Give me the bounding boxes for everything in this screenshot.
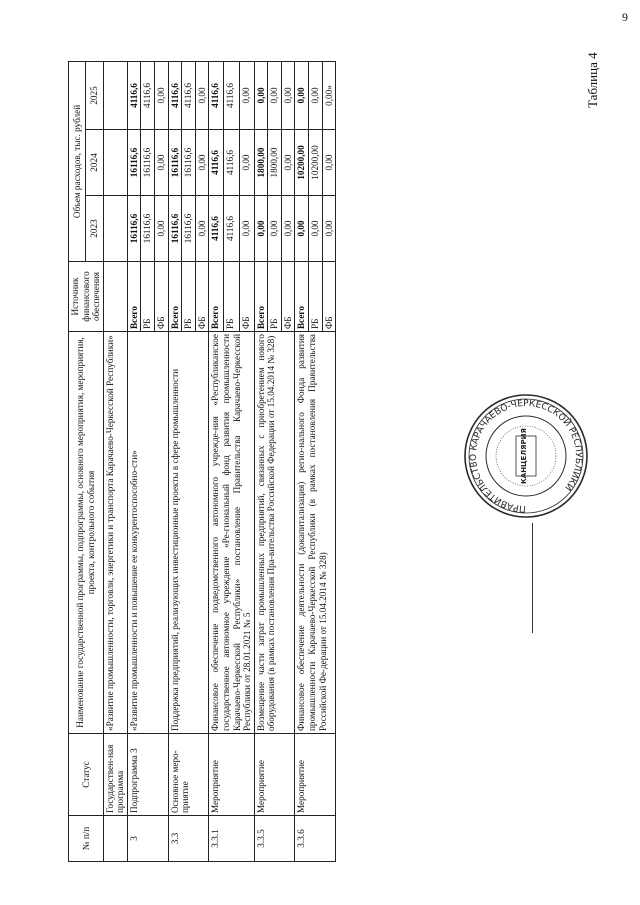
row-value-2025: 0,00 xyxy=(239,61,254,129)
row-source: ФБ xyxy=(239,262,254,332)
row-value-2025: 0,00 xyxy=(155,61,169,129)
row-status: Подпрограмма 3 xyxy=(127,734,168,816)
row-source: РБ xyxy=(182,262,196,332)
empty-cell xyxy=(103,130,127,196)
table-label-wrap xyxy=(585,38,635,108)
row-value-2023: 0,00 xyxy=(239,196,254,262)
row-name: Поддержка предприятий, реализующих инвестиционные проекты в сфере промышленности xyxy=(168,332,209,734)
table-body xyxy=(103,61,335,861)
row-value-2025: 4116,6 xyxy=(141,61,155,129)
row-value-2024: 4116,6 xyxy=(209,130,224,196)
row-value-2023: 0,00 xyxy=(268,196,282,262)
row-source: ФБ xyxy=(155,262,169,332)
row-source: РБ xyxy=(268,262,282,332)
row-value-2025: 0,00 xyxy=(308,61,322,129)
row-value-2025: 0,00 xyxy=(281,61,295,129)
row-value-2024: 10200,00 xyxy=(295,130,309,196)
row-value-2024: 10200,00 xyxy=(308,130,322,196)
row-source: ФБ xyxy=(281,262,295,332)
row-value-2024: 16116,6 xyxy=(182,130,196,196)
row-value-2025: 0,00 xyxy=(268,61,282,129)
row-value-2024: 0,00 xyxy=(155,130,169,196)
svg-text:ПРАВИТЕЛЬСТВО КАРАЧАЕВО-ЧЕРКЕС: ПРАВИТЕЛЬСТВО КАРАЧАЕВО-ЧЕРКЕССКОЙ РЕСПУБЛИКИ xyxy=(468,398,584,514)
row-source: Всего xyxy=(168,262,182,332)
empty-cell xyxy=(103,196,127,262)
header-volume: Объем расходов, тыс. рублей xyxy=(69,61,86,261)
row-value-2023: 0,00 xyxy=(195,196,209,262)
header-year-2024: 2024 xyxy=(86,130,103,196)
header-source: Источник финансового обеспечения xyxy=(69,262,104,332)
row-value-2023: 4116,6 xyxy=(224,196,239,262)
row-value-2024: 0,00 xyxy=(239,130,254,196)
row-status: Мероприятие xyxy=(295,734,336,816)
row-name: Финансовое обеспечение подведомственного автономного учрежде-ния «Республиканское государственное автономное учреждение «Ре-гиональный фонд развития промышленности Карачаево-Черкесской Республики» постановление Правительства Карачаево-Черкесской Республики от 28.01.2021 № 5 xyxy=(209,332,254,734)
row-value-2023: 0,00 xyxy=(295,196,309,262)
header-year-2023: 2023 xyxy=(86,196,103,262)
table-row xyxy=(254,61,268,861)
row-value-2024: 16116,6 xyxy=(127,130,141,196)
row-value-2025: 4116,6 xyxy=(168,61,182,129)
header-name: Наименование государственной программы, подпрограммы, основного мероприятия, мероприятия, проекта, контрольного события xyxy=(69,332,104,734)
row-value-2024: 1800,00 xyxy=(254,130,268,196)
row-source: Всего xyxy=(127,262,141,332)
row-status: Мероприятие xyxy=(209,734,254,816)
row-value-2025: 4116,6 xyxy=(182,61,196,129)
row-value-2023: 16116,6 xyxy=(141,196,155,262)
row-status: Государствен-ная программа xyxy=(103,734,127,816)
row-status: Основное меро-приятие xyxy=(168,734,209,816)
row-num: 3.3.1 xyxy=(209,816,254,862)
table-row xyxy=(209,61,224,861)
table-row xyxy=(168,61,182,861)
header-status: Статус xyxy=(69,734,104,816)
table-row xyxy=(295,61,309,861)
row-name: «Развитие промышленности и повышение ее конкурентоспособно-сти» xyxy=(127,332,168,734)
row-name: Финансовое обеспечение деятельности (докапитализация) регио-нального Фонда развития промышленности Карачаево-Черкесской Республики (в рамках постановления Правительства Российской Фе-дерации от 15.04.2014 № 328) xyxy=(295,332,336,734)
row-value-2023: 16116,6 xyxy=(127,196,141,262)
row-value-2025: 4116,6 xyxy=(209,61,224,129)
row-value-2025: 0,00 xyxy=(254,61,268,129)
row-status: Мероприятие xyxy=(254,734,295,816)
empty-cell xyxy=(103,61,127,129)
row-source: Всего xyxy=(295,262,309,332)
row-value-2025: 0,00 xyxy=(195,61,209,129)
row-value-2023: 0,00 xyxy=(281,196,295,262)
row-num: 3 xyxy=(127,816,168,862)
header-year-2025: 2025 xyxy=(86,61,103,129)
table-row xyxy=(127,61,141,861)
row-source: ФБ xyxy=(322,262,336,332)
row-value-2025: 4116,6 xyxy=(127,61,141,129)
row-value-2025: 0,00 xyxy=(295,61,309,129)
row-value-2023: 16116,6 xyxy=(182,196,196,262)
row-source: РБ xyxy=(308,262,322,332)
signature-line xyxy=(532,523,533,633)
row-value-2023: 0,00 xyxy=(322,196,336,262)
row-value-2023: 0,00 xyxy=(254,196,268,262)
table-label: Таблица 4 xyxy=(585,52,600,108)
header-num: № п/п xyxy=(69,816,104,862)
row-value-2024: 16116,6 xyxy=(141,130,155,196)
row-num: 3.3 xyxy=(168,816,209,862)
budget-table xyxy=(68,61,336,862)
page-number: 9 xyxy=(622,10,628,24)
row-source: РБ xyxy=(224,262,239,332)
row-value-2024: 4116,6 xyxy=(224,130,239,196)
row-value-2024: 1800,00 xyxy=(268,130,282,196)
row-name: Возмещение части затрат промышленных предприятий, связанных с приобретением нового оборудования (в рамках постановления Пра-вительства Российской Федерации от 15.04.2014 № 328) xyxy=(254,332,295,734)
row-value-2025: 4116,6 xyxy=(224,61,239,129)
svg-text:КАНЦЕЛЯРИЯ: КАНЦЕЛЯРИЯ xyxy=(520,428,528,484)
row-value-2023: 4116,6 xyxy=(209,196,224,262)
table-row xyxy=(103,61,127,861)
row-value-2023: 0,00 xyxy=(308,196,322,262)
row-value-2024: 0,00 xyxy=(195,130,209,196)
header-row xyxy=(69,61,86,861)
row-num xyxy=(103,816,127,862)
row-value-2023: 16116,6 xyxy=(168,196,182,262)
row-value-2025: 0,00» xyxy=(322,61,336,129)
row-source: Всего xyxy=(254,262,268,332)
official-seal xyxy=(462,392,590,520)
row-value-2023: 0,00 xyxy=(155,196,169,262)
row-source: Всего xyxy=(209,262,224,332)
row-source: РБ xyxy=(141,262,155,332)
row-name: «Развитие промышленности, торговли, энергетики и транспорта Карачаево-Черкесской Республики» xyxy=(103,332,127,734)
row-num: 3.3.5 xyxy=(254,816,295,862)
empty-cell xyxy=(103,262,127,332)
row-value-2024: 16116,6 xyxy=(168,130,182,196)
row-value-2024: 0,00 xyxy=(322,130,336,196)
row-value-2024: 0,00 xyxy=(281,130,295,196)
row-source: ФБ xyxy=(195,262,209,332)
row-num: 3.3.6 xyxy=(295,816,336,862)
